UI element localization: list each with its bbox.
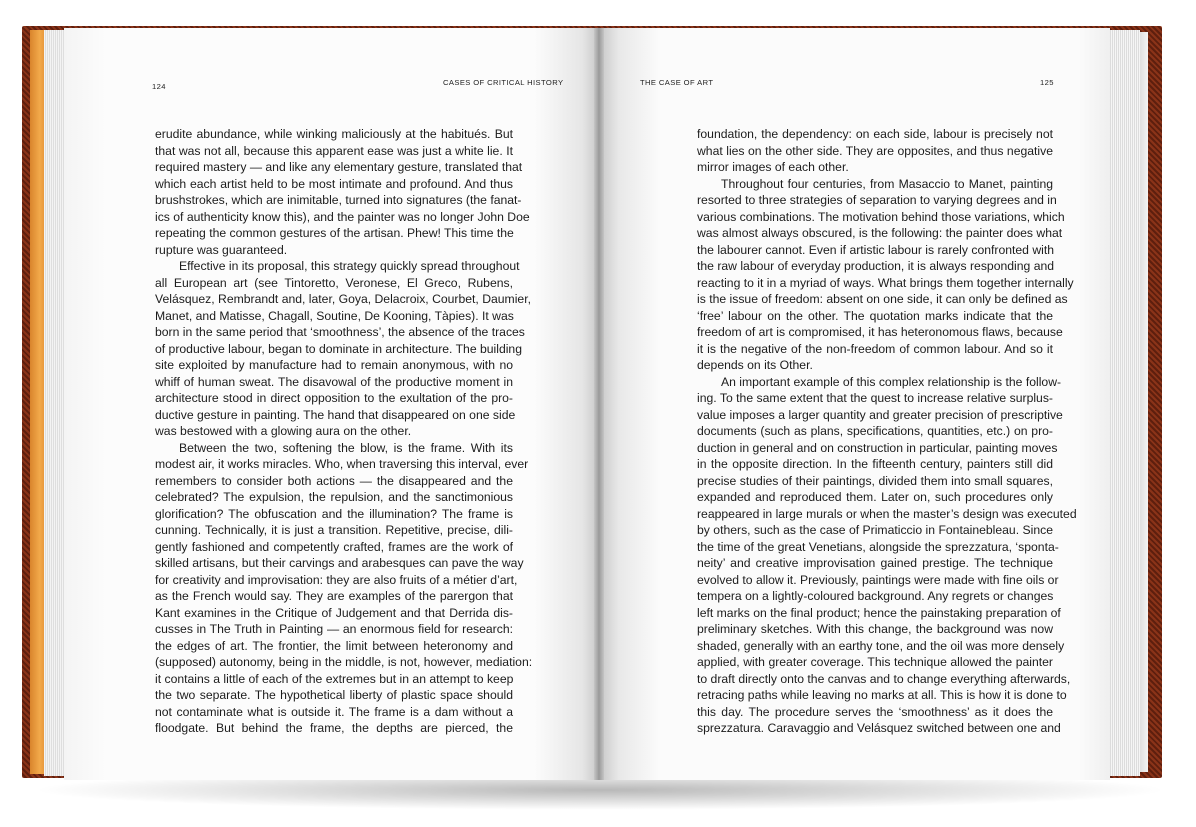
text-line: documents (such as plans, specifications, quantities, etc.) on pro- bbox=[697, 424, 1053, 438]
text-line: this day. The procedure serves the ‘smoothness’ as it does the bbox=[697, 704, 1053, 719]
text-line: required mastery — and like any elementary gesture, translated that bbox=[155, 160, 523, 174]
text-line: in the opposite direction. In the fifteenth century, painters still did bbox=[697, 457, 1053, 471]
right-running-head: THE CASE OF ART bbox=[640, 78, 714, 87]
text-line: applied, with greater coverage. This technique allowed the painter bbox=[697, 655, 1053, 669]
text-line: the raw labour of everyday production, it is always responding and bbox=[697, 259, 1055, 273]
text-line: Manet, and Matisse, Chagall, Soutine, De Kooning, Tàpies). It was bbox=[155, 308, 514, 323]
text-line: reappeared in large murals or when the master’s design was executed bbox=[697, 506, 1077, 521]
text-line: brushstrokes, which are inimitable, turned into signatures (the fanat- bbox=[155, 193, 522, 207]
text-line: Throughout four centuries, from Masaccio to Manet, painting bbox=[721, 176, 1053, 191]
text-line: retracing paths while leaving no marks at all. This is how it is done to bbox=[697, 688, 1067, 702]
text-line: evolved to allow it. Previously, paintings were made with fine oils or bbox=[697, 572, 1059, 587]
text-line: ductive gesture in painting. The hand that disappeared on one side bbox=[155, 407, 516, 422]
text-line: was bestowed with a glowing aura on the other. bbox=[155, 424, 412, 438]
text-line: is the issue of freedom: absent on one side, it can only be defined as bbox=[697, 292, 1068, 306]
text-line: what lies on the other side. They are opposites, and thus negative bbox=[697, 143, 1053, 158]
text-line: architecture stood in direct opposition to the exultation of the pro- bbox=[155, 391, 513, 405]
text-line: repeating the common gestures of the artisan. Phew! This time the bbox=[155, 226, 514, 240]
text-line: mirror images of each other. bbox=[697, 160, 849, 174]
text-line: value imposes a larger quantity and greater precision of prescriptive bbox=[697, 407, 1063, 422]
text-line: depends on its Other. bbox=[697, 358, 813, 372]
text-line: cusses in The Truth in Painting — an enormous field for research: bbox=[155, 622, 513, 636]
right-page-number: 125 bbox=[1040, 78, 1054, 87]
text-line: preliminary sketches. With this change, the background was now bbox=[697, 622, 1053, 636]
text-line: floodgate. But behind the frame, the depths are pierced, the bbox=[155, 721, 513, 735]
left-running-head: CASES OF CRITICAL HISTORY bbox=[443, 78, 564, 87]
text-line: it is the negative of the non-freedom of common labour. And so it bbox=[697, 341, 1053, 356]
text-line: Between the two, softening the blow, is the frame. With its bbox=[179, 440, 513, 455]
right-body-text bbox=[697, 126, 1077, 737]
text-line: whiff of human sweat. The disavowal of the productive moment in bbox=[155, 374, 513, 389]
left-page-number: 124 bbox=[152, 82, 166, 91]
text-line: celebrated? The expulsion, the repulsion, and the sanctimonious bbox=[155, 490, 513, 504]
text-line: of productive labour, began to dominate in architecture. The building bbox=[155, 341, 522, 356]
text-line: as the French would say. They are examples of the parergon that bbox=[155, 589, 513, 603]
text-line: expanded and reproduced them. Later on, such procedures only bbox=[697, 490, 1053, 504]
text-line: ing. To the same extent that the quest to increase relative surplus- bbox=[697, 391, 1053, 405]
text-line: all European art (see Tintoretto, Veronese, El Greco, Rubens, bbox=[155, 275, 513, 290]
text-line: reacting to it in a myriad of ways. What brings them together internally bbox=[697, 275, 1074, 290]
text-line: the edges of art. The frontier, the limit between heteronomy and bbox=[155, 638, 513, 653]
book-gutter bbox=[594, 28, 604, 780]
text-line: to draft directly onto the canvas and to change everything afterwards, bbox=[697, 671, 1071, 686]
text-line: the two separate. The hypothetical liberty of plastic space should bbox=[155, 688, 513, 702]
text-line: tempera on a lightly-coloured background. Any regrets or changes bbox=[697, 589, 1054, 603]
text-line: it contains a little of each of the extremes but in an attempt to keep bbox=[155, 671, 514, 686]
text-line: rupture was guaranteed. bbox=[155, 242, 288, 257]
text-line: An important example of this complex relationship is the follow- bbox=[721, 374, 1062, 389]
text-line: skilled artisans, but their carvings and arabesques can pave the way bbox=[155, 556, 524, 570]
text-line: the labourer cannot. Even if artistic labour is rarely confronted with bbox=[697, 242, 1055, 257]
text-line: neity’ and creative improvisation gained prestige. The technique bbox=[697, 556, 1053, 570]
text-line: (supposed) autonomy, being in the middle, is not, however, mediation: bbox=[155, 655, 533, 669]
text-line: foundation, the dependency: on each side, labour is precisely not bbox=[697, 127, 1053, 141]
text-line: not contaminate what is outside it. The frame is a dam without a bbox=[155, 704, 513, 719]
text-line: freedom of art is compromised, it has heteronomous flaws, because bbox=[697, 325, 1063, 339]
text-line: glorification? The obfuscation and the illumination? The frame is bbox=[155, 506, 513, 521]
text-line: born in the same period that ‘smoothness’, the absence of the traces bbox=[155, 325, 525, 339]
text-line: Effective in its proposal, this strategy quickly spread throughout bbox=[179, 259, 520, 273]
text-line: gently fashioned and competently crafted, frames are the work of bbox=[155, 539, 513, 554]
text-line: erudite abundance, while winking maliciously at the habitués. But bbox=[155, 127, 513, 141]
text-line: modest air, it works miracles. Who, when traversing this interval, ever bbox=[155, 457, 529, 471]
text-line: ‘free’ labour on the other. The quotation marks indicate that the bbox=[697, 308, 1053, 323]
text-line: that was not all, because this apparent ease was just a white lie. It bbox=[155, 143, 513, 158]
text-line: resorted to three strategies of separation to varying degrees and in bbox=[697, 193, 1057, 207]
text-line: various combinations. The motivation behind those variations, which bbox=[697, 209, 1065, 224]
text-line: shaded, generally with an earthy tone, and the oil was more densely bbox=[697, 638, 1065, 653]
text-line: for creativity and improvisation: they are also fruits of a métier d’art, bbox=[155, 572, 518, 587]
text-line: site exploited by manufacture had to remain anonymous, with no bbox=[155, 358, 513, 372]
text-line: by others, such as the case of Primaticcio in Fontainebleau. Since bbox=[697, 523, 1053, 537]
text-line: which each artist held to be most intimate and profound. And thus bbox=[155, 176, 513, 191]
left-body-text bbox=[155, 126, 533, 737]
text-line: the time of the great Venetians, alongside the sprezzatura, ‘sponta- bbox=[697, 539, 1059, 554]
text-line: cunning. Technically, it is just a transition. Repetitive, precise, dili- bbox=[155, 523, 513, 537]
text-line: sprezzatura. Caravaggio and Velásquez switched between one and bbox=[697, 721, 1061, 735]
text-line: Velásquez, Rembrandt and, later, Goya, Delacroix, Courbet, Daumier, bbox=[155, 292, 531, 306]
text-line: left marks on the final product; hence the painstaking preparation of bbox=[697, 605, 1061, 620]
text-line: duction in general and on construction in particular, painting moves bbox=[697, 440, 1058, 455]
text-line: remembers to consider both actions — the disappeared and the bbox=[155, 473, 513, 488]
text-line: Kant examines in the Critique of Judgement and that Derrida dis- bbox=[155, 605, 513, 620]
text-line: was almost always obscured, is the following: the painter does what bbox=[697, 226, 1063, 240]
text-line: precise studies of their paintings, divided them into small squares, bbox=[697, 473, 1053, 488]
text-line: ics of authenticity know this), and the painter was no longer John Doe bbox=[155, 209, 530, 224]
